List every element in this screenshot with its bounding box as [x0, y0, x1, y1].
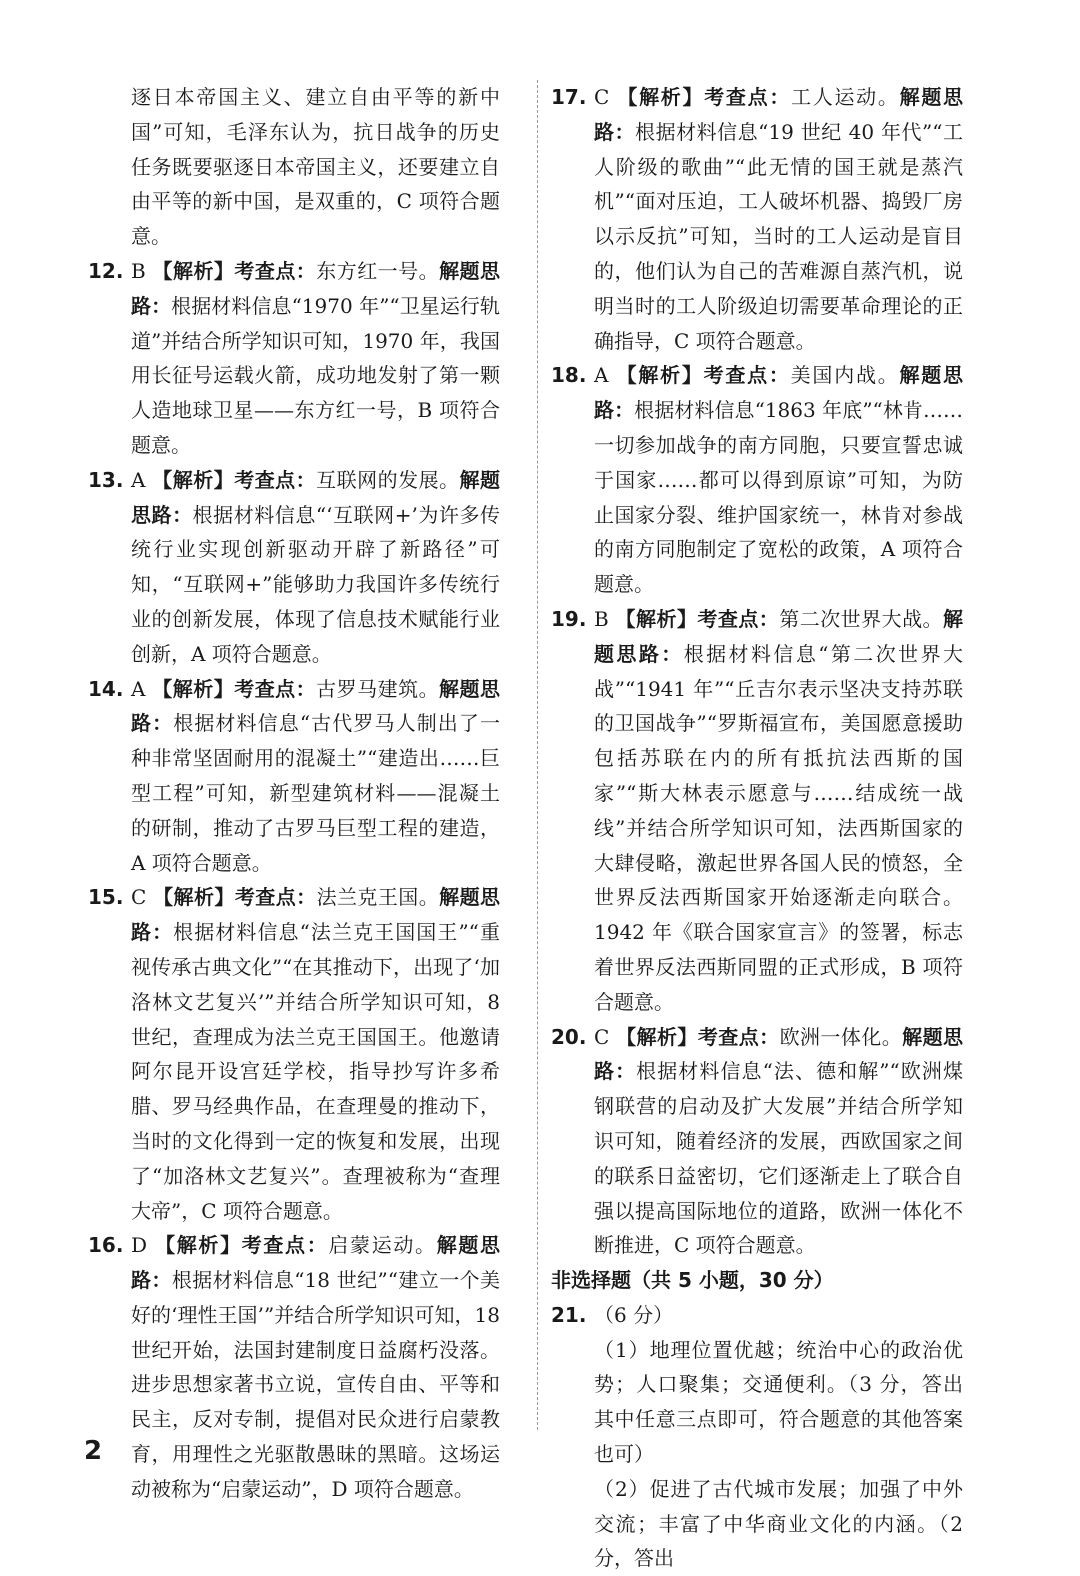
answer-item-14 — [88, 672, 500, 881]
explanation: 根据材料信息“法、德和解”“欧洲煤钢联营的启动及扩大发展”并结合所学知识可知，随着经济的发展，西欧国家之间的联系日益密切，它们逐渐走上了联合自强以提高国际地位的道路，欧洲一体化不断推进，C 项符合题意。 — [594, 1059, 963, 1258]
analysis-label: 【解析】考查点： — [152, 676, 317, 701]
answer-choice: D — [131, 1233, 148, 1258]
explanation: 根据材料信息“1863 年底”“林肯……一切参加战争的南方同胞，只要宣誓忠诚于国家……都可以得到原谅”可知，为防止国家分裂、维护国家统一，林肯对参战的南方同胞制定了宽松的政策，A 项符合题意。 — [594, 398, 963, 597]
answer-item-21 — [551, 1298, 963, 1576]
topic: 古罗马建筑。 — [316, 676, 440, 701]
analysis-label: 【解析】考查点： — [155, 1233, 329, 1258]
analysis-label: 【解析】考查点： — [153, 885, 317, 910]
path-label: 解题思路： — [131, 467, 501, 527]
question-number: 15. — [88, 885, 124, 910]
answer-item-17 — [551, 80, 963, 358]
analysis-label: 【解析】考查点： — [616, 363, 791, 388]
analysis-label: 【解析】考查点： — [152, 467, 317, 492]
answer-item-12 — [88, 254, 500, 463]
explanation: 根据材料信息“古代罗马人制出了一种非常坚固耐用的混凝土”“建造出……巨型工程”可知，新型建筑材料——混凝土的研制，推动了古罗马巨型工程的建造，A 项符合题意。 — [131, 711, 501, 875]
topic: 欧洲一体化。 — [779, 1024, 903, 1049]
answer-choice: A — [131, 676, 146, 701]
answer-choice: C — [131, 885, 147, 910]
question-number: 20. — [551, 1024, 587, 1049]
path-label: 解题思路： — [594, 1024, 964, 1084]
answer-item-18 — [551, 358, 963, 602]
answer-item-16 — [88, 1228, 500, 1506]
topic: 东方红一号。 — [316, 258, 440, 283]
answer-item-13 — [88, 463, 500, 672]
explanation: 根据材料信息“法兰克王国国王”“重视传承古典文化”“在其推动下，出现了‘加洛林文艺复兴’”并结合所学知识可知，8 世纪，查理成为法兰克王国国王。他邀请阿尔昆开设宫廷学校，指导抄写许多希腊、罗马经典作品，在查理曼的推动下，当时的文化得到一定的恢复和发展，出现了“加洛林文艺复兴”。查理被称为“查理大帝”，C 项符合题意。 — [131, 920, 500, 1223]
carry-over-text: 逐日本帝国主义、建立自由平等的新中国”可知，毛泽东认为，抗日战争的历史任务既要驱逐日本帝国主义，还要建立自由平等的新中国，是双重的，C 项符合题意。 — [131, 85, 500, 249]
answer-choice: A — [131, 467, 146, 492]
topic: 法兰克王国。 — [316, 885, 440, 910]
answer-part-1: （1）地理位置优越；统治中心的政治优势；人口聚集；交通便利。（3 分，答出其中任意三点即可，符合题意的其他答案也可） — [594, 1337, 963, 1467]
page-number: 2 — [84, 1436, 103, 1466]
answer-choice: B — [594, 606, 609, 631]
question-number: 16. — [88, 1233, 124, 1258]
topic: 美国内战。 — [790, 363, 900, 388]
topic: 启蒙运动。 — [328, 1233, 437, 1258]
question-number: 13. — [88, 467, 124, 492]
explanation: 根据材料信息“19 世纪 40 年代”“工人阶级的歌曲”“此无情的国王就是蒸汽机”“面对压迫，工人破坏机器、捣毁厂房以示反抗”可知，当时的工人运动是盲目的，他们认为自己的苦难源自蒸汽机，说明当时的工人阶级迫切需要革命理论的正确指导，C 项符合题意。 — [594, 119, 963, 353]
explanation: 根据材料信息“1970 年”“卫星运行轨道”并结合所学知识可知，1970 年，我国用长征号运载火箭，成功地发射了第一颗人造地球卫星——东方红一号，B 项符合题意。 — [131, 293, 501, 457]
answer-choice: C — [594, 85, 610, 109]
analysis-label: 【解析】考查点： — [152, 258, 317, 283]
question-number: 19. — [551, 606, 587, 631]
question-number: 18. — [551, 363, 587, 388]
topic: 互联网的发展。 — [316, 467, 460, 492]
answer-choice: C — [594, 1024, 610, 1049]
section-title: 非选择题（共 5 小题，30 分） — [551, 1268, 834, 1293]
path-label: 解题思路： — [594, 85, 964, 144]
analysis-label: 【解析】考查点： — [617, 85, 792, 109]
analysis-label: 【解析】考查点： — [616, 1024, 780, 1049]
answer-item-20 — [551, 1020, 963, 1264]
path-label: 解题思路： — [594, 606, 964, 666]
topic: 工人运动。 — [791, 85, 900, 109]
question-number: 21. — [551, 1302, 587, 1327]
column-divider — [537, 80, 538, 1430]
answer-choice: B — [131, 258, 146, 283]
answer-item-15 — [88, 880, 500, 1228]
path-label: 解题思路： — [131, 1233, 501, 1293]
path-label: 解题思路： — [131, 258, 501, 318]
answer-item-19 — [551, 602, 963, 1020]
path-label: 解题思路： — [131, 676, 501, 736]
answer-part-2: （2）促进了古代城市发展；加强了中外交流；丰富了中华商业文化的内涵。（2 分，答出 — [594, 1476, 963, 1571]
path-label: 解题思路： — [594, 363, 964, 423]
path-label: 解题思路： — [131, 885, 501, 945]
analysis-label: 【解析】考查点： — [615, 606, 780, 631]
explanation: 根据材料信息“18 世纪”“建立一个美好的‘理性王国’”并结合所学知识可知，18 世纪开始，法国封建制度日益腐朽没落。进步思想家著书立说，宣传自由、平等和民主，反对专制，提倡对民众进行启蒙教育，用理性之光驱散愚昧的黑暗。这场运动被称为“启蒙运动”，D 项符合题意。 — [131, 1268, 501, 1501]
right-column — [551, 80, 963, 1576]
answer-choice: A — [594, 363, 609, 388]
explanation: 根据材料信息“第二次世界大战”“1941 年”“丘吉尔表示坚决支持苏联的卫国战争”“罗斯福宣布，美国愿意援助包括苏联在内的所有抵抗法西斯的国家”“斯大林表示愿意与……结成统一战线”并结合所学知识可知，法西斯国家的大肆侵略，激起世界各国人民的愤怒，全世界反法西斯国家开始逐渐走向联合。1942 年《联合国家宣言》的签署，标志着世界反法西斯同盟的正式形成，B 项符合题意。 — [594, 641, 964, 1014]
explanation: 根据材料信息“‘互联网+’为许多传统行业实现创新驱动开辟了新路径”可知，“互联网+”能够助力我国许多传统行业的创新发展，体现了信息技术赋能行业创新，A 项符合题意。 — [131, 502, 500, 666]
question-number: 12. — [88, 258, 124, 283]
question-score: （6 分） — [594, 1302, 674, 1327]
question-number: 17. — [551, 85, 587, 109]
left-column — [88, 80, 500, 1507]
topic: 第二次世界大战。 — [779, 606, 944, 631]
question-number: 14. — [88, 676, 124, 701]
